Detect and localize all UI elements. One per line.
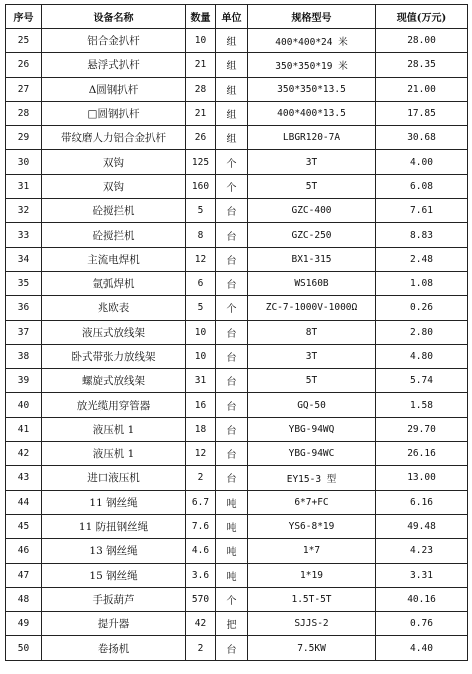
cell-spec: BX1-315: [248, 247, 376, 271]
cell-name: 放光缆用穿管器: [42, 393, 186, 417]
cell-unit: 组: [216, 77, 248, 101]
cell-name: 13 钢丝绳: [42, 539, 186, 563]
cell-unit: 组: [216, 29, 248, 53]
cell-value: 26.16: [376, 442, 468, 466]
cell-spec: 6*7+FC: [248, 490, 376, 514]
cell-spec: YS6-8*19: [248, 514, 376, 538]
cell-qty: 160: [186, 174, 216, 198]
cell-spec: 7.5KW: [248, 636, 376, 660]
table-row: [6, 393, 468, 417]
equipment-table: [5, 4, 468, 661]
cell-value: 13.00: [376, 466, 468, 490]
cell-spec: 350*350*19 米: [248, 53, 376, 77]
cell-unit: 吨: [216, 563, 248, 587]
cell-name: 兆欧表: [42, 296, 186, 320]
cell-index: 31: [6, 174, 42, 198]
cell-name: 液压机 1: [42, 442, 186, 466]
cell-unit: 台: [216, 417, 248, 441]
header-index: 序号: [6, 5, 42, 29]
cell-unit: 台: [216, 320, 248, 344]
cell-value: 4.80: [376, 344, 468, 368]
cell-spec: GZC-400: [248, 199, 376, 223]
cell-qty: 42: [186, 612, 216, 636]
cell-spec: 400*400*24 米: [248, 29, 376, 53]
cell-value: 1.58: [376, 393, 468, 417]
cell-index: 35: [6, 271, 42, 295]
cell-index: 28: [6, 101, 42, 125]
cell-spec: 400*400*13.5: [248, 101, 376, 125]
table-row: [6, 369, 468, 393]
cell-qty: 10: [186, 320, 216, 344]
cell-value: 0.26: [376, 296, 468, 320]
cell-qty: 125: [186, 150, 216, 174]
table-row: [6, 53, 468, 77]
cell-spec: 3T: [248, 150, 376, 174]
cell-spec: 1*7: [248, 539, 376, 563]
cell-name: Δ圆钢扒杆: [42, 77, 186, 101]
cell-unit: 组: [216, 53, 248, 77]
cell-name: 液压式放线架: [42, 320, 186, 344]
cell-name: 11 防扭钢丝绳: [42, 514, 186, 538]
cell-qty: 26: [186, 126, 216, 150]
header-row: [6, 5, 468, 29]
cell-qty: 7.6: [186, 514, 216, 538]
cell-index: 30: [6, 150, 42, 174]
table-row: [6, 126, 468, 150]
cell-qty: 8: [186, 223, 216, 247]
cell-qty: 4.6: [186, 539, 216, 563]
cell-index: 50: [6, 636, 42, 660]
cell-unit: 台: [216, 199, 248, 223]
table-row: [6, 490, 468, 514]
cell-unit: 台: [216, 636, 248, 660]
cell-index: 44: [6, 490, 42, 514]
table-row: [6, 612, 468, 636]
cell-value: 21.00: [376, 77, 468, 101]
cell-name: 铝合金扒杆: [42, 29, 186, 53]
cell-qty: 2: [186, 466, 216, 490]
cell-index: 25: [6, 29, 42, 53]
cell-spec: YBG-94WC: [248, 442, 376, 466]
cell-name: 悬浮式扒杆: [42, 53, 186, 77]
cell-unit: 把: [216, 612, 248, 636]
cell-unit: 台: [216, 223, 248, 247]
cell-index: 41: [6, 417, 42, 441]
table-row: [6, 199, 468, 223]
cell-index: 33: [6, 223, 42, 247]
table-row: [6, 539, 468, 563]
cell-qty: 21: [186, 53, 216, 77]
table-row: [6, 271, 468, 295]
table-row: [6, 442, 468, 466]
cell-name: 砼搅拦机: [42, 199, 186, 223]
header-value: 现值(万元): [376, 5, 468, 29]
cell-qty: 6: [186, 271, 216, 295]
cell-value: 4.40: [376, 636, 468, 660]
table-row: [6, 174, 468, 198]
cell-spec: GZC-250: [248, 223, 376, 247]
cell-unit: 个: [216, 174, 248, 198]
table-row: [6, 77, 468, 101]
cell-spec: 1.5T-5T: [248, 587, 376, 611]
cell-unit: 台: [216, 271, 248, 295]
cell-qty: 18: [186, 417, 216, 441]
table-row: [6, 344, 468, 368]
cell-spec: 8T: [248, 320, 376, 344]
cell-unit: 台: [216, 393, 248, 417]
cell-index: 46: [6, 539, 42, 563]
table-row: [6, 223, 468, 247]
cell-qty: 12: [186, 247, 216, 271]
cell-name: □圆钢扒杆: [42, 101, 186, 125]
cell-value: 2.80: [376, 320, 468, 344]
cell-qty: 570: [186, 587, 216, 611]
header-spec: 规格型号: [248, 5, 376, 29]
cell-value: 30.68: [376, 126, 468, 150]
table-row: [6, 466, 468, 490]
table-row: [6, 247, 468, 271]
cell-name: 液压机 1: [42, 417, 186, 441]
cell-value: 6.08: [376, 174, 468, 198]
table-header: [6, 5, 468, 29]
cell-value: 6.16: [376, 490, 468, 514]
cell-spec: 5T: [248, 174, 376, 198]
cell-spec: ZC-7-1000V-1000Ω: [248, 296, 376, 320]
cell-spec: GQ-50: [248, 393, 376, 417]
cell-value: 0.76: [376, 612, 468, 636]
cell-unit: 吨: [216, 490, 248, 514]
cell-name: 主流电焊机: [42, 247, 186, 271]
cell-value: 4.23: [376, 539, 468, 563]
cell-name: 带纹磨人力铝合金扒杆: [42, 126, 186, 150]
cell-spec: 1*19: [248, 563, 376, 587]
cell-unit: 台: [216, 344, 248, 368]
table-row: [6, 563, 468, 587]
cell-unit: 个: [216, 296, 248, 320]
header-unit: 单位: [216, 5, 248, 29]
cell-index: 32: [6, 199, 42, 223]
cell-index: 45: [6, 514, 42, 538]
cell-qty: 3.6: [186, 563, 216, 587]
cell-name: 双钩: [42, 150, 186, 174]
cell-index: 43: [6, 466, 42, 490]
cell-index: 48: [6, 587, 42, 611]
cell-unit: 台: [216, 247, 248, 271]
cell-name: 卷扬机: [42, 636, 186, 660]
equipment-table-container: [5, 4, 468, 661]
cell-index: 37: [6, 320, 42, 344]
cell-name: 提升器: [42, 612, 186, 636]
cell-spec: YBG-94WQ: [248, 417, 376, 441]
table-row: [6, 101, 468, 125]
cell-index: 42: [6, 442, 42, 466]
cell-name: 11 钢丝绳: [42, 490, 186, 514]
cell-qty: 2: [186, 636, 216, 660]
cell-qty: 5: [186, 199, 216, 223]
table-row: [6, 514, 468, 538]
cell-index: 38: [6, 344, 42, 368]
cell-index: 40: [6, 393, 42, 417]
cell-name: 氩弧焊机: [42, 271, 186, 295]
cell-qty: 31: [186, 369, 216, 393]
header-name: 设备名称: [42, 5, 186, 29]
cell-spec: 5T: [248, 369, 376, 393]
cell-qty: 6.7: [186, 490, 216, 514]
cell-index: 39: [6, 369, 42, 393]
cell-qty: 10: [186, 344, 216, 368]
cell-unit: 个: [216, 587, 248, 611]
header-qty: 数量: [186, 5, 216, 29]
cell-spec: LBGR120-7A: [248, 126, 376, 150]
cell-index: 36: [6, 296, 42, 320]
cell-unit: 台: [216, 466, 248, 490]
cell-value: 49.48: [376, 514, 468, 538]
cell-name: 砼搅拦机: [42, 223, 186, 247]
table-row: [6, 587, 468, 611]
cell-qty: 5: [186, 296, 216, 320]
cell-index: 34: [6, 247, 42, 271]
cell-value: 40.16: [376, 587, 468, 611]
cell-value: 28.00: [376, 29, 468, 53]
table-row: [6, 417, 468, 441]
cell-qty: 21: [186, 101, 216, 125]
table-body: [6, 29, 468, 661]
cell-value: 28.35: [376, 53, 468, 77]
cell-value: 4.00: [376, 150, 468, 174]
cell-unit: 个: [216, 150, 248, 174]
cell-qty: 12: [186, 442, 216, 466]
cell-unit: 吨: [216, 514, 248, 538]
table-row: [6, 296, 468, 320]
cell-unit: 吨: [216, 539, 248, 563]
cell-name: 卧式带张力放线架: [42, 344, 186, 368]
cell-spec: WS160B: [248, 271, 376, 295]
cell-unit: 台: [216, 369, 248, 393]
table-row: [6, 636, 468, 660]
cell-unit: 组: [216, 126, 248, 150]
cell-qty: 28: [186, 77, 216, 101]
table-row: [6, 320, 468, 344]
cell-spec: 350*350*13.5: [248, 77, 376, 101]
table-row: [6, 29, 468, 53]
cell-name: 15 钢丝绳: [42, 563, 186, 587]
cell-index: 29: [6, 126, 42, 150]
cell-value: 5.74: [376, 369, 468, 393]
cell-name: 螺旋式放线架: [42, 369, 186, 393]
cell-value: 8.83: [376, 223, 468, 247]
cell-value: 3.31: [376, 563, 468, 587]
cell-unit: 台: [216, 442, 248, 466]
cell-index: 27: [6, 77, 42, 101]
cell-name: 双钩: [42, 174, 186, 198]
cell-value: 2.48: [376, 247, 468, 271]
cell-index: 49: [6, 612, 42, 636]
cell-value: 7.61: [376, 199, 468, 223]
cell-index: 47: [6, 563, 42, 587]
cell-index: 26: [6, 53, 42, 77]
cell-name: 进口液压机: [42, 466, 186, 490]
cell-value: 1.08: [376, 271, 468, 295]
cell-value: 29.70: [376, 417, 468, 441]
cell-spec: SJJS-2: [248, 612, 376, 636]
cell-spec: EY15-3 型: [248, 466, 376, 490]
cell-spec: 3T: [248, 344, 376, 368]
cell-qty: 10: [186, 29, 216, 53]
cell-value: 17.85: [376, 101, 468, 125]
cell-name: 手扳葫芦: [42, 587, 186, 611]
cell-qty: 16: [186, 393, 216, 417]
table-row: [6, 150, 468, 174]
cell-unit: 组: [216, 101, 248, 125]
